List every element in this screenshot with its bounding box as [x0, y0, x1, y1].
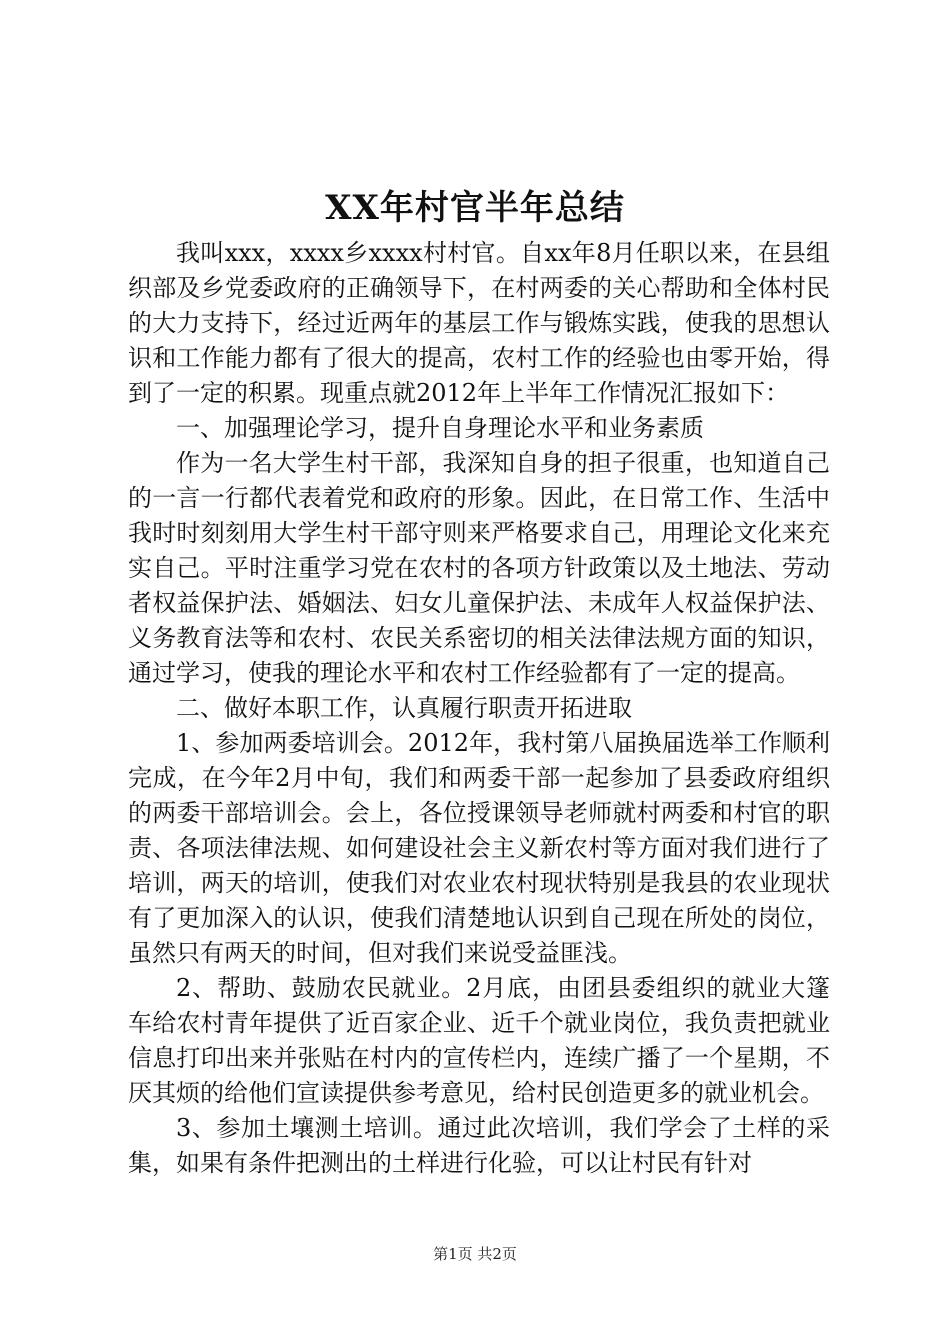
section-heading-2: 二、做好本职工作，认真履行职责开拓进取: [176, 694, 632, 722]
paragraph-intro: 我叫xxx，xxxx乡xxxx村村官。自xx年8月任职以来，在县组织部及乡党委政府的正确领导下，在村两委的关心帮助和全体村民的大力支持下，经过近两年的基层工作与锻炼实践，使我的思想认识和工作能力都有了很大的提高，农村工作的经验也由零开始，得到了一定的积累。现重点就2012年上半年工作情况汇报如下：: [128, 239, 830, 407]
paragraph-item-1: 1、参加两委培训会。2012年，我村第八届换届选举工作顺利完成，在今年2月中旬，我们和两委干部一起参加了县委政府组织的两委干部培训会。会上，各位授课领导老师就村两委和村官的职责、各项法律法规、如何建设社会主义新农村等方面对我们进行了培训，两天的培训，使我们对农业农村现状特别是我县的农业现状有了更加深入的认识，使我们清楚地认识到自己现在所处的岗位，虽然只有两天的时间，但对我们来说受益匪浅。: [128, 729, 830, 967]
section-heading-1: 一、加强理论学习，提升自身理论水平和业务素质: [176, 414, 704, 442]
document-body: [128, 236, 830, 1181]
paragraph-section-1: 作为一名大学生村干部，我深知自身的担子很重，也知道自己的一言一行都代表着党和政府的形象。因此，在日常工作、生活中我时时刻刻用大学生村干部守则来严格要求自己，用理论文化来充实自己。平时注重学习党在农村的各项方针政策以及土地法、劳动者权益保护法、婚姻法、妇女儿童保护法、未成年人权益保护法、义务教育法等和农村、农民关系密切的相关法律法规方面的知识，通过学习，使我的理论水平和农村工作经验都有了一定的提高。: [128, 449, 830, 687]
page-footer: 第1页 共2页: [433, 1245, 517, 1263]
paragraph-item-3: 3、参加土壤测土培训。通过此次培训，我们学会了土样的采集，如果有条件把测出的土样进行化验，可以让村民有针对: [128, 1114, 830, 1177]
document-title: XX年村官半年总结: [325, 188, 625, 228]
paragraph-item-2: 2、帮助、鼓励农民就业。2月底，由团县委组织的就业大篷车给农村青年提供了近百家企业、近千个就业岗位，我负责把就业信息打印出来并张贴在村内的宣传栏内，连续广播了一个星期，不厌其烦的给他们宣读提供参考意见，给村民创造更多的就业机会。: [128, 974, 830, 1107]
